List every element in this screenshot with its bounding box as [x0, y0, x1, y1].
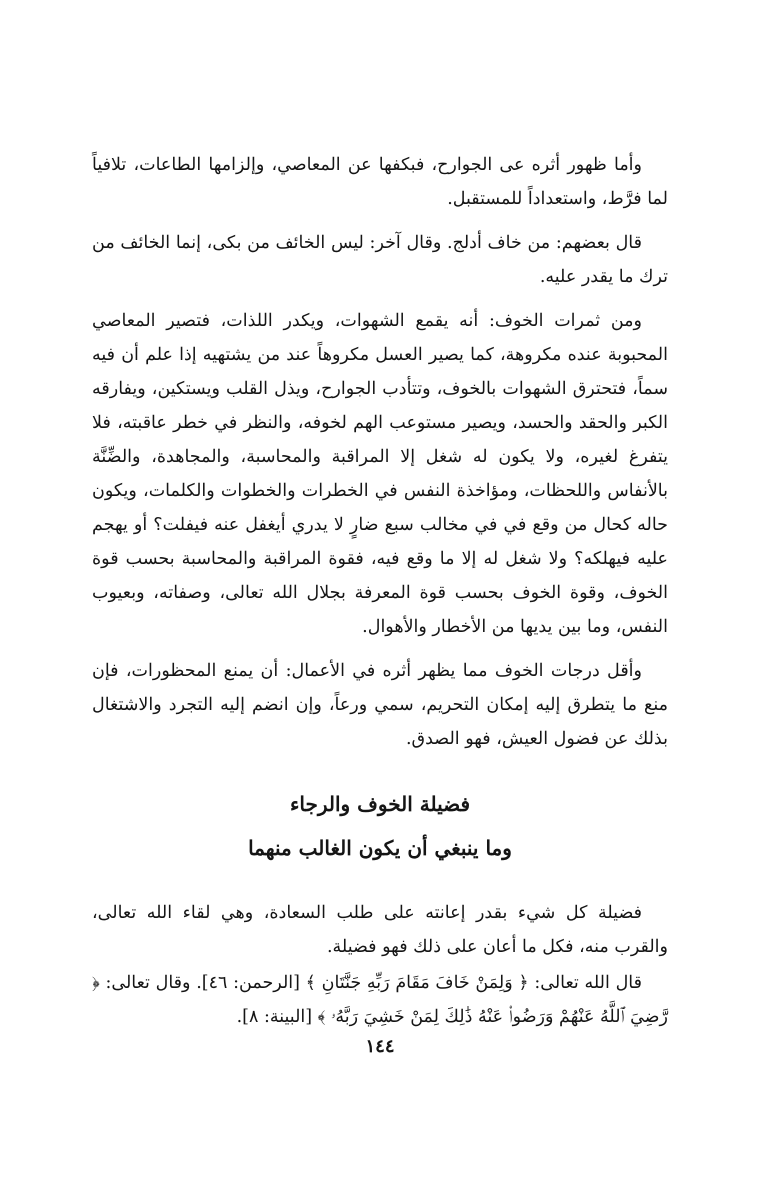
paragraph-quran-verses: قال الله تعالى: ﴿ وَلِمَنْ خَافَ مَقَامَ رَبِّهِ جَنَّتَانِ ﴾ [الرحمن: ٤٦]. وقال تعالى: ﴿ رَّضِيَ ٱللَّهُ عَنْهُمْ وَرَضُوا۟ عَنْهُ ذَٰلِكَ لِمَنْ خَشِيَ رَبَّهُۥ ﴾ [البينة: ٨]. — [92, 973, 668, 1027]
paragraph-levels-of-fear: وأقل درجات الخوف مما يظهر أثره في الأعمال: أن يمنع المحظورات، فإن منع ما يتطرق إليه إمكان التحريم، سمي ورعاً، وإن انضم إليه التجرد والاشتغال بذلك عن فضول العيش، فهو الصدق. — [92, 661, 668, 749]
section-heading-line-1: فضيلة الخوف والرجاء — [289, 792, 471, 816]
paragraph-saying-of-scholars: قال بعضهم: من خاف أدلج. وقال آخر: ليس الخائف من بكى، إنما الخائف من ترك ما يقدر عليه. — [92, 233, 668, 287]
paragraph-virtue-definition: فضيلة كل شيء بقدر إعانته على طلب السعادة، وهي لقاء الله تعالى، والقرب منه، فكل ما أعان على ذلك فهو فضيلة. — [92, 903, 668, 957]
book-page — [92, 148, 668, 1034]
page-number: ١٤٤ — [365, 1036, 395, 1057]
paragraph-fruits-of-fear: ومن ثمرات الخوف: أنه يقمع الشهوات، ويكدر اللذات، فتصير المعاصي المحبوبة عنده مكروهة، كما يصير العسل مكروهاً عند من يشتهيه إذا علم أن فيه سماً، فتحترق الشهوات بالخوف، وتتأدب الجوارح، ويذل القلب ويستكين، ويفارقه الكبر والحقد والحسد، ويصير مستوعب الهم لخوفه، والنظر في خطر عاقبته، فلا يتفرغ لغيره، ولا يكون له شغل إلا المراقبة والمحاسبة، والمجاهدة، والضِّنَّة بالأنفاس واللحظات، ومؤاخذة النفس في الخطرات والخطوات والكلمات، ويكون حاله كحال من وقع في في مخالب سبع ضارٍ لا يدري أيغفل عنه فيفلت؟ أو يهجم عليه فيهلكه؟ ولا شغل له إلا ما وقع فيه، فقوة المراقبة والمحاسبة بحسب قوة الخوف، وقوة الخوف بحسب قوة المعرفة بجلال الله تعالى، وصفاته، وبعيوب النفس، وما بين يديها من الأخطار والأهوال. — [92, 311, 668, 637]
section-heading-line-2: وما ينبغي أن يكون الغالب منهما — [248, 836, 512, 860]
paragraph-fear-effect-on-limbs: وأما ظهور أثره عى الجوارح، فبكفها عن المعاصي، وإلزامها الطاعات، تلافياً لما فرَّط، واستعداداً للمستقبل. — [92, 155, 668, 209]
